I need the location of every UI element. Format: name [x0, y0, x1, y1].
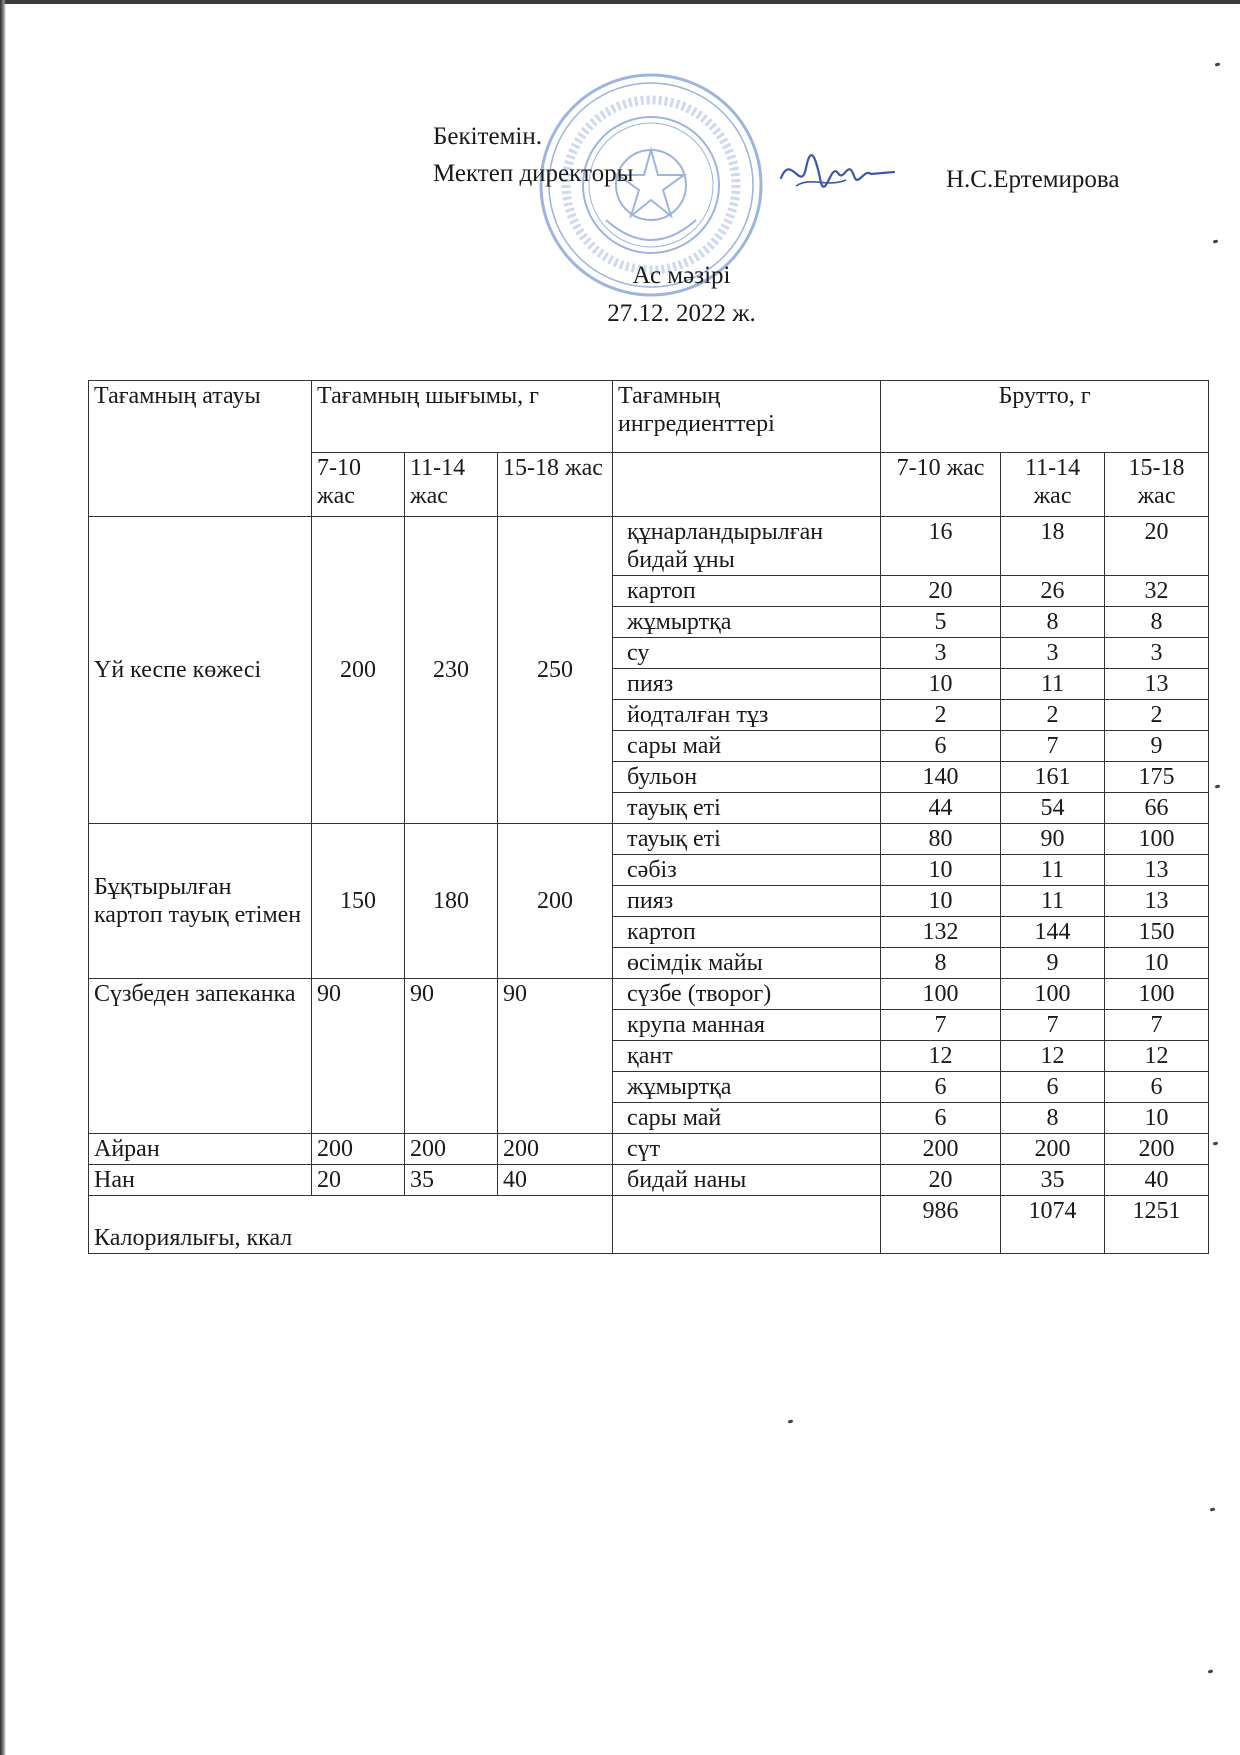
- ingredient-name-cell: құнарландырылған бидай ұны: [613, 517, 881, 576]
- ingredient-brutto-cell: 100: [1105, 824, 1209, 855]
- ingredient-name-cell: пияз: [613, 669, 881, 700]
- ingredient-name-cell: тауық еті: [613, 793, 881, 824]
- header-output-7-10: 7-10 жас: [312, 453, 405, 517]
- ingredient-brutto-cell: 54: [1001, 793, 1105, 824]
- ingredient-brutto-cell: 8: [1105, 607, 1209, 638]
- ingredient-brutto-cell: 10: [1105, 948, 1209, 979]
- director-title: Мектеп директоры: [433, 160, 634, 187]
- ingredient-brutto-cell: 10: [881, 855, 1001, 886]
- ingredient-brutto-cell: 200: [1001, 1134, 1105, 1165]
- ingredient-brutto-cell: 3: [1001, 638, 1105, 669]
- menu-table-body: [89, 381, 1209, 1254]
- ingredient-name-cell: сәбіз: [613, 855, 881, 886]
- ingredient-brutto-cell: 11: [1001, 669, 1105, 700]
- dish-output-cell: 90: [312, 979, 405, 1134]
- ingredient-brutto-cell: 2: [881, 700, 1001, 731]
- ingredient-name-cell: су: [613, 638, 881, 669]
- ingredient-brutto-cell: 132: [881, 917, 1001, 948]
- ingredient-brutto-cell: 8: [1001, 1103, 1105, 1134]
- ingredient-name-cell: сары май: [613, 1103, 881, 1134]
- ingredient-brutto-cell: 12: [1105, 1041, 1209, 1072]
- ingredient-brutto-cell: 40: [1105, 1165, 1209, 1196]
- dish-name-cell: Айран: [89, 1134, 312, 1165]
- menu-table: [88, 380, 1209, 1254]
- ingredient-brutto-cell: 90: [1001, 824, 1105, 855]
- ingredient-name-cell: жұмыртқа: [613, 1072, 881, 1103]
- scan-speck: [1215, 62, 1221, 66]
- header-output: Тағамның шығымы, г: [312, 381, 613, 453]
- ingredient-brutto-cell: 100: [1001, 979, 1105, 1010]
- ingredient-brutto-cell: 35: [1001, 1165, 1105, 1196]
- ingredient-brutto-cell: 2: [1105, 700, 1209, 731]
- ingredient-brutto-cell: 8: [881, 948, 1001, 979]
- ingredient-brutto-cell: 7: [1001, 1010, 1105, 1041]
- ingredient-name-cell: сары май: [613, 731, 881, 762]
- ingredient-brutto-cell: 20: [881, 1165, 1001, 1196]
- ingredient-brutto-cell: 12: [1001, 1041, 1105, 1072]
- dish-output-cell: 200: [498, 1134, 613, 1165]
- ingredient-brutto-cell: 144: [1001, 917, 1105, 948]
- ingredient-brutto-cell: 32: [1105, 576, 1209, 607]
- director-signature: [776, 148, 896, 208]
- ingredient-brutto-cell: 16: [881, 517, 1001, 576]
- calories-value: 1251: [1105, 1196, 1209, 1254]
- dish-name-cell: Бұқтырылған картоп тауық етімен: [89, 824, 312, 979]
- header-brutto-15-18: 15-18 жас: [1105, 453, 1209, 517]
- ingredient-brutto-cell: 2: [1001, 700, 1105, 731]
- scan-speck: [1215, 784, 1221, 788]
- ingredient-brutto-cell: 26: [1001, 576, 1105, 607]
- dish-name-cell: Сүзбеден запеканка: [89, 979, 312, 1134]
- ingredient-brutto-cell: 5: [881, 607, 1001, 638]
- header-brutto: Брутто, г: [881, 381, 1209, 453]
- dish-output-cell: 35: [405, 1165, 498, 1196]
- table-row: [89, 517, 1209, 576]
- table-row: [89, 1134, 1209, 1165]
- ingredient-brutto-cell: 6: [881, 731, 1001, 762]
- dish-output-cell: 90: [405, 979, 498, 1134]
- table-row: [89, 979, 1209, 1010]
- ingredient-name-cell: йодталған тұз: [613, 700, 881, 731]
- ingredient-brutto-cell: 18: [1001, 517, 1105, 576]
- ingredient-brutto-cell: 10: [881, 669, 1001, 700]
- calories-label: Калориялығы, ккал: [89, 1196, 613, 1254]
- scan-speck: [1213, 239, 1219, 243]
- scan-speck: [1208, 1669, 1214, 1673]
- ingredient-name-cell: пияз: [613, 886, 881, 917]
- ingredient-brutto-cell: 9: [1001, 948, 1105, 979]
- scan-speck: [788, 1419, 794, 1423]
- ingredient-brutto-cell: 6: [1105, 1072, 1209, 1103]
- header-empty: [613, 453, 881, 517]
- ingredient-brutto-cell: 9: [1105, 731, 1209, 762]
- ingredient-brutto-cell: 161: [1001, 762, 1105, 793]
- ingredient-name-cell: картоп: [613, 917, 881, 948]
- ingredient-brutto-cell: 6: [1001, 1072, 1105, 1103]
- ingredient-brutto-cell: 175: [1105, 762, 1209, 793]
- ingredient-brutto-cell: 100: [1105, 979, 1209, 1010]
- ingredient-brutto-cell: 20: [881, 576, 1001, 607]
- calories-empty: [613, 1196, 881, 1254]
- ingredient-name-cell: сүзбе (творог): [613, 979, 881, 1010]
- dish-name-cell: Үй кеспе көжесі: [89, 517, 312, 824]
- ingredient-brutto-cell: 7: [1001, 731, 1105, 762]
- ingredient-name-cell: картоп: [613, 576, 881, 607]
- ingredient-name-cell: бидай наны: [613, 1165, 881, 1196]
- ingredient-brutto-cell: 10: [881, 886, 1001, 917]
- ingredient-brutto-cell: 44: [881, 793, 1001, 824]
- table-row: [89, 1165, 1209, 1196]
- header-brutto-11-14: 11-14 жас: [1001, 453, 1105, 517]
- dish-output-cell: 200: [312, 517, 405, 824]
- ingredient-brutto-cell: 100: [881, 979, 1001, 1010]
- calories-value: 986: [881, 1196, 1001, 1254]
- approve-label: Бекітемін.: [433, 123, 542, 150]
- ingredient-name-cell: қант: [613, 1041, 881, 1072]
- header-row-1: [89, 381, 1209, 453]
- ingredient-brutto-cell: 200: [1105, 1134, 1209, 1165]
- ingredient-brutto-cell: 7: [1105, 1010, 1209, 1041]
- ingredient-name-cell: бульон: [613, 762, 881, 793]
- table-row: [89, 824, 1209, 855]
- ingredient-name-cell: өсімдік майы: [613, 948, 881, 979]
- ingredient-name-cell: крупа манная: [613, 1010, 881, 1041]
- calories-row: [89, 1196, 1209, 1254]
- dish-name-cell: Нан: [89, 1165, 312, 1196]
- dish-output-cell: 150: [312, 824, 405, 979]
- ingredient-name-cell: жұмыртқа: [613, 607, 881, 638]
- ingredient-brutto-cell: 80: [881, 824, 1001, 855]
- ingredient-brutto-cell: 13: [1105, 855, 1209, 886]
- scan-edge-top: [0, 0, 1240, 4]
- ingredient-brutto-cell: 150: [1105, 917, 1209, 948]
- dish-output-cell: 200: [312, 1134, 405, 1165]
- ingredient-brutto-cell: 8: [1001, 607, 1105, 638]
- ingredient-brutto-cell: 10: [1105, 1103, 1209, 1134]
- ingredient-brutto-cell: 3: [881, 638, 1001, 669]
- ingredient-name-cell: сүт: [613, 1134, 881, 1165]
- ingredient-brutto-cell: 66: [1105, 793, 1209, 824]
- ingredient-brutto-cell: 7: [881, 1010, 1001, 1041]
- page-title: Ас мәзірі: [632, 262, 731, 289]
- header-brutto-7-10: 7-10 жас: [881, 453, 1001, 517]
- ingredient-brutto-cell: 12: [881, 1041, 1001, 1072]
- header-ingredients: Тағамның ингредиенттері: [613, 381, 881, 453]
- scan-speck: [1210, 1507, 1216, 1511]
- ingredient-brutto-cell: 200: [881, 1134, 1001, 1165]
- dish-output-cell: 200: [498, 824, 613, 979]
- ingredient-brutto-cell: 13: [1105, 669, 1209, 700]
- ingredient-brutto-cell: 3: [1105, 638, 1209, 669]
- dish-output-cell: 90: [498, 979, 613, 1134]
- dish-output-cell: 250: [498, 517, 613, 824]
- document-date: 27.12. 2022 ж.: [607, 300, 756, 327]
- header-dish-name: Тағамның атауы: [89, 381, 312, 517]
- ingredient-name-cell: тауық еті: [613, 824, 881, 855]
- ingredient-brutto-cell: 11: [1001, 855, 1105, 886]
- ingredient-brutto-cell: 6: [881, 1103, 1001, 1134]
- dish-output-cell: 200: [405, 1134, 498, 1165]
- ingredient-brutto-cell: 11: [1001, 886, 1105, 917]
- dish-output-cell: 180: [405, 824, 498, 979]
- dish-output-cell: 20: [312, 1165, 405, 1196]
- ingredient-brutto-cell: 20: [1105, 517, 1209, 576]
- ingredient-brutto-cell: 13: [1105, 886, 1209, 917]
- director-name: Н.С.Ертемирова: [946, 166, 1120, 193]
- header-output-11-14: 11-14 жас: [405, 453, 498, 517]
- scan-speck: [1213, 1141, 1219, 1145]
- dish-output-cell: 40: [498, 1165, 613, 1196]
- ingredient-brutto-cell: 6: [881, 1072, 1001, 1103]
- header-output-15-18: 15-18 жас: [498, 453, 613, 517]
- dish-output-cell: 230: [405, 517, 498, 824]
- approval-block: [433, 118, 633, 192]
- calories-value: 1074: [1001, 1196, 1105, 1254]
- ingredient-brutto-cell: 140: [881, 762, 1001, 793]
